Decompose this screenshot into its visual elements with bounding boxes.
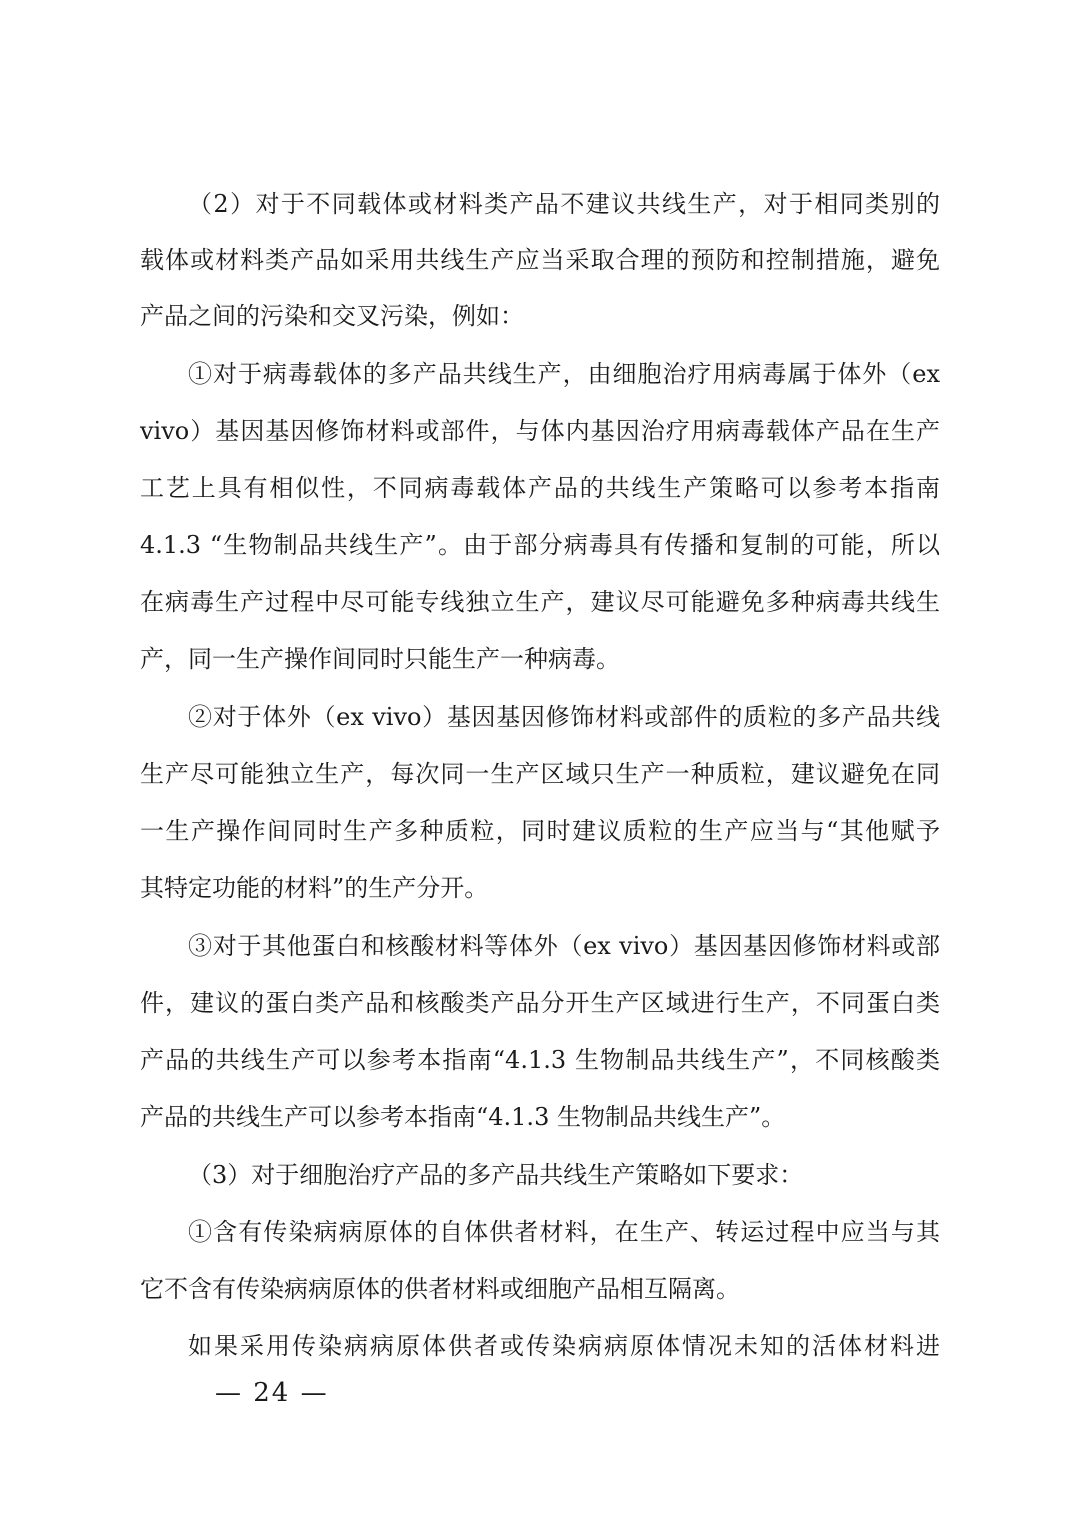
- item-2-line-2: 生产尽可能独立生产，每次同一生产区域只生产一种质粒，建议避免在同: [140, 760, 940, 788]
- paragraph-continuation-line-1: 如果采用传染病病原体供者或传染病病原体情况未知的活体材料进: [188, 1332, 940, 1360]
- item-2-line-4: 其特定功能的材料”的生产分开。: [140, 874, 489, 902]
- item-1-line-3: 工艺上具有相似性，不同病毒载体产品的共线生产策略可以参考本指南: [140, 474, 940, 502]
- paragraph-2-line-2: 载体或材料类产品如采用共线生产应当采取合理的预防和控制措施，避免: [140, 246, 940, 274]
- item-2-line-1: ②对于体外（ex vivo）基因基因修饰材料或部件的质粒的多产品共线: [188, 703, 940, 731]
- item-1-line-6: 产，同一生产操作间同时只能生产一种病毒。: [140, 645, 620, 673]
- item-1-line-4: 4.1.3 “生物制品共线生产”。由于部分病毒具有传播和复制的可能，所以: [140, 531, 940, 559]
- paragraph-3-line-1: （3）对于细胞治疗产品的多产品共线生产策略如下要求：: [188, 1161, 804, 1189]
- item-2-line-3: 一生产操作间同时生产多种质粒，同时建议质粒的生产应当与“其他赋予: [140, 817, 940, 845]
- paragraph-2-line-3: 产品之间的污染和交叉污染，例如：: [140, 302, 524, 330]
- item-3-line-3: 产品的共线生产可以参考本指南“4.1.3 生物制品共线生产”，不同核酸类: [140, 1046, 940, 1074]
- page-number: — 24 —: [215, 1378, 329, 1408]
- paragraph-2-line-1: （2）对于不同载体或材料类产品不建议共线生产，对于相同类别的: [188, 190, 940, 218]
- item-3-line-2: 件，建议的蛋白类产品和核酸类产品分开生产区域进行生产，不同蛋白类: [140, 989, 940, 1017]
- item-1-line-5: 在病毒生产过程中尽可能专线独立生产，建议尽可能避免多种病毒共线生: [140, 588, 940, 616]
- item-3-1-line-1: ①含有传染病病原体的自体供者材料，在生产、转运过程中应当与其: [188, 1218, 940, 1246]
- item-1-line-1: ①对于病毒载体的多产品共线生产，由细胞治疗用病毒属于体外（ex: [188, 360, 940, 388]
- item-1-line-2: vivo）基因基因修饰材料或部件，与体内基因治疗用病毒载体产品在生产: [140, 417, 940, 445]
- item-3-line-1: ③对于其他蛋白和核酸材料等体外（ex vivo）基因基因修饰材料或部: [188, 932, 940, 960]
- item-3-1-line-2: 它不含有传染病病原体的供者材料或细胞产品相互隔离。: [140, 1275, 740, 1303]
- item-3-line-4: 产品的共线生产可以参考本指南“4.1.3 生物制品共线生产”。: [140, 1103, 786, 1131]
